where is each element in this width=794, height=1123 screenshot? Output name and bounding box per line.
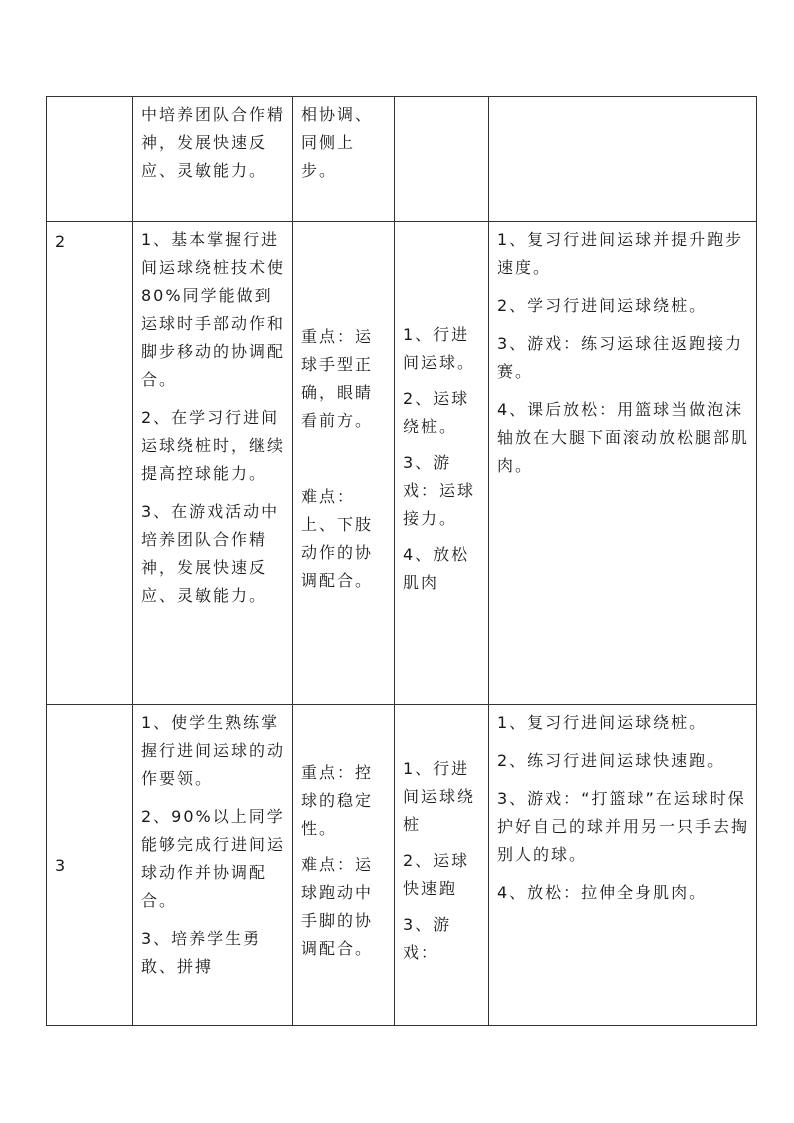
process-text: 1、复习行进间运球并提升跑步速度。 — [497, 230, 744, 277]
key-point-text: 重点：运球手型正确，眼睛看前方。 — [301, 327, 374, 430]
content-text: 2、运球快速跑 — [403, 851, 470, 898]
content-text: 1、行进间运球绕桩 — [403, 759, 476, 834]
process-cell — [489, 97, 757, 222]
content-cell — [395, 705, 489, 1026]
table-row — [47, 705, 757, 1026]
objective-text: 中培养团队合作精神，发展快速反应、灵敏能力。 — [141, 105, 286, 180]
objective-text: 1、基本掌握行进间运球绕桩技术使80%同学能做到运球时手部动作和脚步移动的协调配合。 — [141, 230, 286, 389]
lesson-number-cell: 3 — [47, 705, 133, 1026]
content-text: 4、放松肌肉 — [403, 545, 470, 592]
objective-text: 1、使学生熟练掌握行进间运球的动作要领。 — [141, 713, 286, 788]
table-row — [47, 222, 757, 705]
objectives-cell — [133, 705, 293, 1026]
objective-text: 3、在游戏活动中培养团队合作精神，发展快速反应、灵敏能力。 — [141, 502, 280, 605]
spacer — [301, 443, 388, 483]
process-text: 3、游戏：“打篮球”在运球时保护好自己的球并用另一只手去掏别人的球。 — [497, 789, 750, 864]
lesson-number-cell: 2 — [47, 222, 133, 705]
objectives-cell — [133, 97, 293, 222]
process-text: 1、复习行进间运球绕桩。 — [497, 713, 708, 732]
process-text: 2、学习行进间运球绕桩。 — [497, 296, 708, 315]
process-text: 3、游戏：练习运球往返跑接力赛。 — [497, 334, 744, 381]
lesson-plan-table — [46, 96, 757, 1026]
objective-text: 2、90%以上同学能够完成行进间运球动作并协调配合。 — [141, 807, 286, 910]
key-points-cell — [293, 97, 395, 222]
process-text: 4、放松：拉伸全身肌肉。 — [497, 883, 708, 902]
key-points-cell — [293, 222, 395, 705]
content-text: 3、游戏： — [403, 915, 452, 962]
content-cell — [395, 222, 489, 705]
process-cell — [489, 222, 757, 705]
content-text: 2、运球绕桩。 — [403, 389, 470, 436]
table-row — [47, 97, 757, 222]
objectives-cell — [133, 222, 293, 705]
process-cell — [489, 705, 757, 1026]
key-point-text: 相协调、同侧上步。 — [301, 105, 374, 180]
lesson-number-cell — [47, 97, 133, 222]
key-points-cell — [293, 705, 395, 1026]
content-text: 3、游戏：运球接力。 — [403, 453, 476, 528]
content-cell — [395, 97, 489, 222]
process-text: 4、课后放松：用篮球当做泡沫轴放在大腿下面滚动放松腿部肌肉。 — [497, 400, 750, 475]
key-point-text: 重点：控球的稳定性。 — [301, 763, 374, 838]
objective-text: 2、在学习行进间运球绕桩时，继续提高控球能力。 — [141, 408, 286, 483]
objective-text: 3、培养学生勇敢、拼搏 — [141, 929, 262, 976]
content-text: 1、行进间运球。 — [403, 325, 476, 372]
key-point-text: 难点：上、下肢动作的协调配合。 — [301, 487, 374, 590]
process-text: 2、练习行进间运球快速跑。 — [497, 751, 726, 770]
key-point-text: 难点：运球跑动中手脚的协调配合。 — [301, 855, 374, 958]
